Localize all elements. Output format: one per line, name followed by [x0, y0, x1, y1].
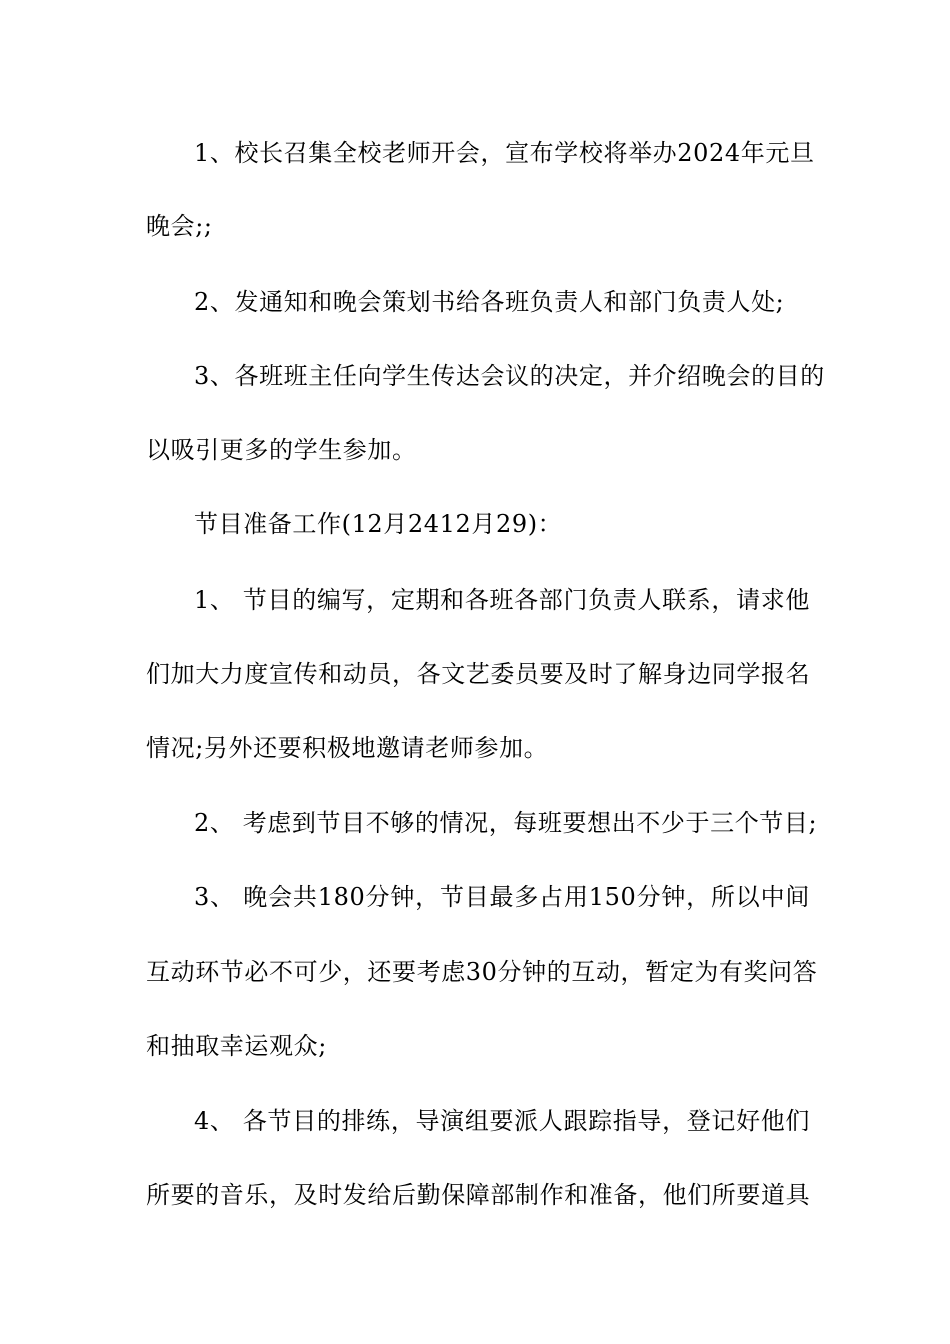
text-line: 1、校长召集全校老师开会，宣布学校将举办2024年元旦 — [194, 139, 815, 167]
text-line: 晚会;; — [146, 212, 213, 240]
text-line: 和抽取幸运观众; — [146, 1032, 327, 1060]
text-line: 2、发通知和晚会策划书给各班负责人和部门负责人处; — [194, 288, 785, 316]
text-line: 1、 节目的编写，定期和各班各部门负责人联系，请求他 — [194, 586, 810, 614]
section-heading: 节目准备工作(12月2412月29)： — [194, 510, 563, 538]
text-line: 所要的音乐，及时发给后勤保障部制作和准备，他们所要道具 — [146, 1181, 811, 1209]
text-line: 情况;另外还要积极地邀请老师参加。 — [146, 734, 549, 762]
text-line: 4、 各节目的排练，导演组要派人跟踪指导，登记好他们 — [194, 1107, 810, 1135]
text-line: 们加大力度宣传和动员，各文艺委员要及时了解身边同学报名 — [146, 660, 811, 688]
text-line: 以吸引更多的学生参加。 — [146, 436, 417, 464]
text-line: 3、各班班主任向学生传达会议的决定，并介绍晚会的目的 — [194, 362, 825, 390]
text-line: 互动环节必不可少，还要考虑30分钟的互动，暂定为有奖问答 — [146, 958, 818, 986]
text-line: 3、 晚会共180分钟，节目最多占用150分钟，所以中间 — [194, 883, 810, 911]
text-line: 2、 考虑到节目不够的情况，每班要想出不少于三个节目; — [194, 809, 818, 837]
